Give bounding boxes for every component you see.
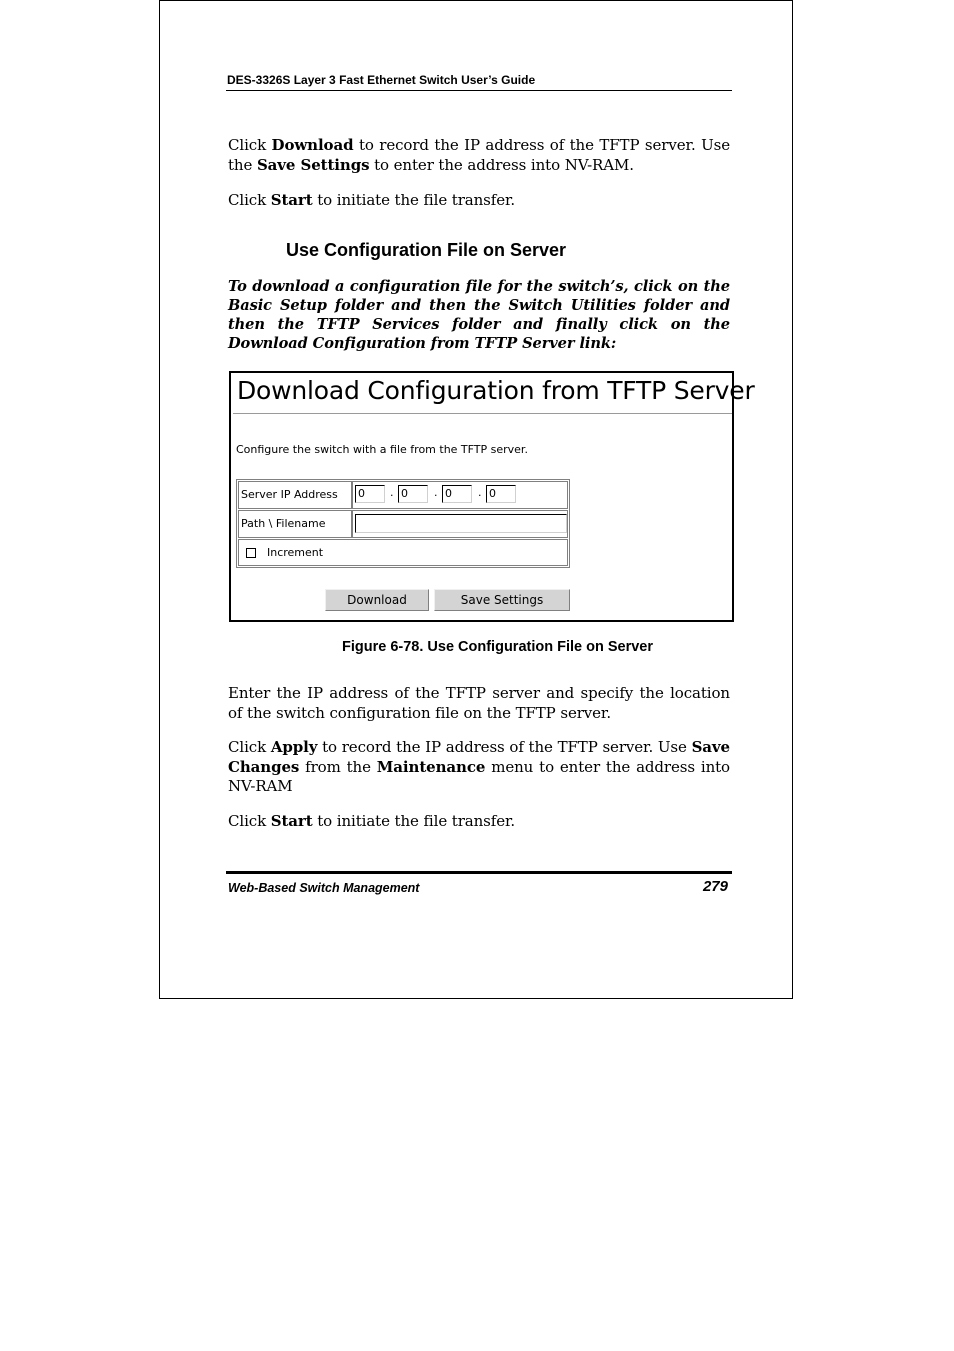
paragraph-start-1: Click Start to initiate the file transfer. [228, 191, 516, 209]
header-rule [226, 90, 732, 91]
bold-start: Start [270, 812, 313, 830]
server-ip-cell [352, 481, 568, 509]
ip-dot: . [434, 486, 438, 499]
ip-dot: . [478, 486, 482, 499]
path-filename-input[interactable] [355, 514, 567, 533]
running-footer: Web-Based Switch Management [228, 881, 420, 895]
paragraph-enter-ip: Enter the IP address of the TFTP server and specify the location of the switch configuration file on the TFTP server. [228, 684, 730, 722]
navigation-instruction: To download a configuration file for the switch’s, click on the Basic Setup folder and then the Switch Utilities folder and then the TFTP Services folder and finally click on the Download Configuration from TFTP Server link: [228, 278, 730, 352]
increment-checkbox[interactable] [246, 548, 256, 558]
running-header: DES-3326S Layer 3 Fast Ethernet Switch User’s Guide [227, 73, 536, 87]
ip-octet-4-input[interactable]: 0 [486, 485, 516, 503]
paragraph-download-instructions: Click Download to record the IP address of the TFTP server. Use the Save Settings to enter the address into NV-RAM. [228, 136, 730, 174]
bold-maintenance: Maintenance [376, 757, 486, 776]
download-button[interactable]: Download [325, 589, 429, 611]
panel-divider [233, 413, 732, 414]
page-number: 279 [702, 878, 728, 895]
paragraph-apply-instructions: Click Apply to record the IP address of the TFTP server. Use Save Changes from the Maintenance menu to enter the address into NV-RAM [228, 738, 730, 795]
panel-title: Download Configuration from TFTP Server [237, 376, 755, 405]
save-settings-button[interactable]: Save Settings [434, 589, 570, 611]
bold-save-settings: Save Settings [256, 155, 370, 174]
bold-save-changes: Save Changes [228, 738, 730, 776]
bold-download: Download [271, 136, 354, 154]
panel-description: Configure the switch with a file from the TFTP server. [236, 443, 528, 456]
increment-label: Increment [267, 546, 324, 559]
paragraph-start-2: Click Start to initiate the file transfer. [228, 812, 516, 830]
bold-apply: Apply [270, 738, 318, 756]
path-filename-label: Path \ Filename [238, 510, 352, 538]
ip-dot: . [390, 486, 394, 499]
bold-start: Start [270, 191, 313, 209]
increment-row [238, 539, 568, 566]
settings-form-table [236, 479, 570, 568]
figure-caption: Figure 6-78. Use Configuration File on Server [342, 639, 654, 655]
footer-rule [226, 871, 732, 874]
ip-octet-3-input[interactable]: 0 [442, 485, 472, 503]
server-ip-label: Server IP Address [238, 481, 352, 509]
path-filename-cell [352, 510, 568, 538]
ip-octet-1-input[interactable]: 0 [355, 485, 385, 503]
section-heading: Use Configuration File on Server [286, 240, 567, 260]
screenshot-panel [229, 371, 755, 622]
ip-octet-2-input[interactable]: 0 [398, 485, 428, 503]
